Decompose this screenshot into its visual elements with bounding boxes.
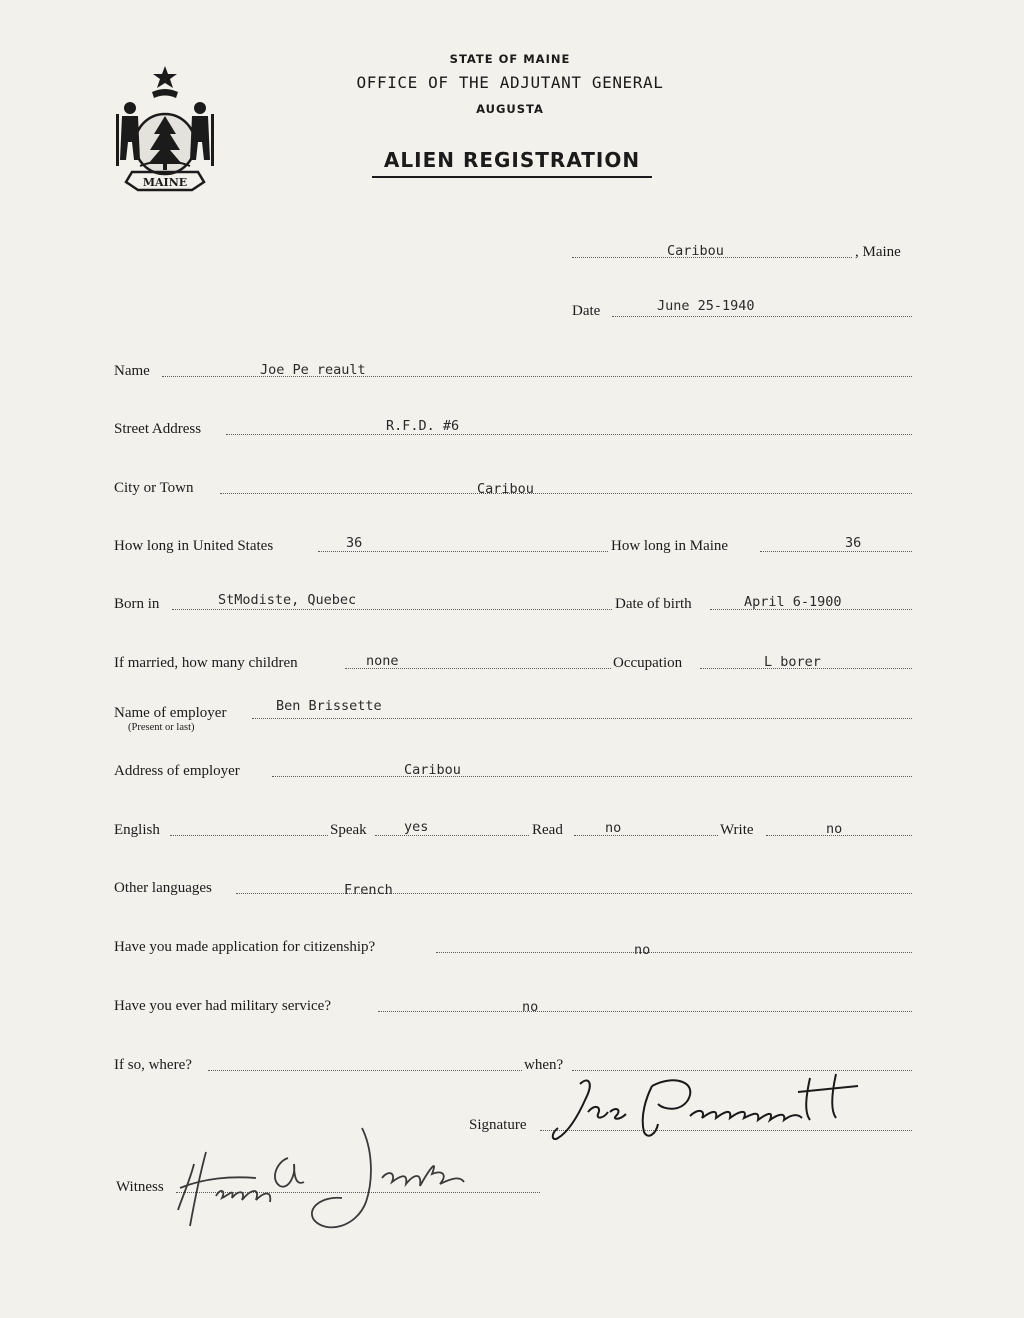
- date-value: June 25-1940: [657, 298, 755, 314]
- how-long-maine-value: 36: [845, 535, 862, 551]
- form-title: ALIEN REGISTRATION: [372, 148, 652, 178]
- when-label: when?: [524, 1057, 564, 1073]
- employer-address-line: [272, 776, 912, 777]
- english-label: English: [114, 822, 160, 838]
- born-in-value: StModiste, Quebec: [218, 592, 357, 608]
- witness-label: Witness: [116, 1179, 164, 1195]
- employer-name-label: Name of employer: [114, 705, 227, 721]
- speak-label: Speak: [330, 822, 367, 838]
- employer-address-label: Address of employer: [114, 763, 240, 779]
- how-long-us-value: 36: [346, 535, 363, 551]
- date-of-birth-label: Date of birth: [615, 596, 692, 612]
- where-label: If so, where?: [114, 1057, 192, 1073]
- children-value: none: [366, 653, 399, 669]
- read-line: [574, 835, 718, 836]
- occupation-label: Occupation: [613, 655, 683, 671]
- signature-handwriting: [548, 1068, 912, 1144]
- military-value: no: [522, 999, 539, 1015]
- header-office: OFFICE OF THE ADJUTANT GENERAL: [356, 73, 664, 92]
- employer-name-line: [252, 718, 912, 719]
- born-in-line: [172, 609, 612, 610]
- employer-address-value: Caribou: [404, 762, 461, 778]
- street-address-value: R.F.D. #6: [386, 418, 460, 434]
- name-label: Name: [114, 363, 150, 379]
- other-languages-line: [236, 893, 912, 894]
- citizenship-value: no: [634, 942, 651, 958]
- how-long-maine-label: How long in Maine: [611, 538, 729, 554]
- employer-name-sublabel: (Present or last): [128, 722, 195, 733]
- how-long-us-label: How long in United States: [114, 538, 274, 554]
- military-line: [378, 1011, 912, 1012]
- city-line: [220, 493, 912, 494]
- write-label: Write: [720, 822, 754, 838]
- place-suffix: , Maine: [855, 244, 901, 260]
- street-address-label: Street Address: [114, 421, 202, 437]
- place-value: Caribou: [667, 243, 724, 259]
- other-languages-value: French: [344, 882, 393, 898]
- how-long-maine-line: [760, 551, 912, 552]
- occupation-value: L borer: [764, 654, 821, 670]
- citizenship-label: Have you made application for citizenship?: [114, 939, 376, 955]
- witness-handwriting: [176, 1118, 486, 1238]
- citizenship-line: [436, 952, 912, 953]
- where-line: [208, 1070, 522, 1071]
- read-value: no: [605, 820, 622, 836]
- speak-value: yes: [404, 819, 429, 835]
- state-of-maine-seal: [112, 64, 218, 194]
- date-of-birth-value: April 6-1900: [744, 594, 842, 610]
- header-state: STATE OF MAINE: [449, 52, 571, 66]
- military-label: Have you ever had military service?: [114, 998, 331, 1014]
- children-label: If married, how many children: [114, 655, 298, 671]
- city-value: Caribou: [477, 481, 534, 497]
- employer-name-value: Ben Brissette: [276, 698, 382, 714]
- how-long-us-line: [318, 551, 608, 552]
- date-label: Date: [572, 303, 601, 319]
- seal-text: MAINE: [142, 176, 188, 189]
- english-line: [170, 835, 328, 836]
- speak-line: [375, 835, 529, 836]
- city-label: City or Town: [114, 480, 194, 496]
- write-value: no: [826, 821, 843, 837]
- read-label: Read: [532, 822, 563, 838]
- name-value: Joe Pe reault: [260, 362, 366, 378]
- other-languages-label: Other languages: [114, 880, 212, 896]
- date-line: [612, 316, 912, 317]
- born-in-label: Born in: [114, 596, 160, 612]
- signature-label: Signature: [469, 1117, 527, 1133]
- street-address-line: [226, 434, 912, 435]
- header-city: AUGUSTA: [476, 102, 544, 116]
